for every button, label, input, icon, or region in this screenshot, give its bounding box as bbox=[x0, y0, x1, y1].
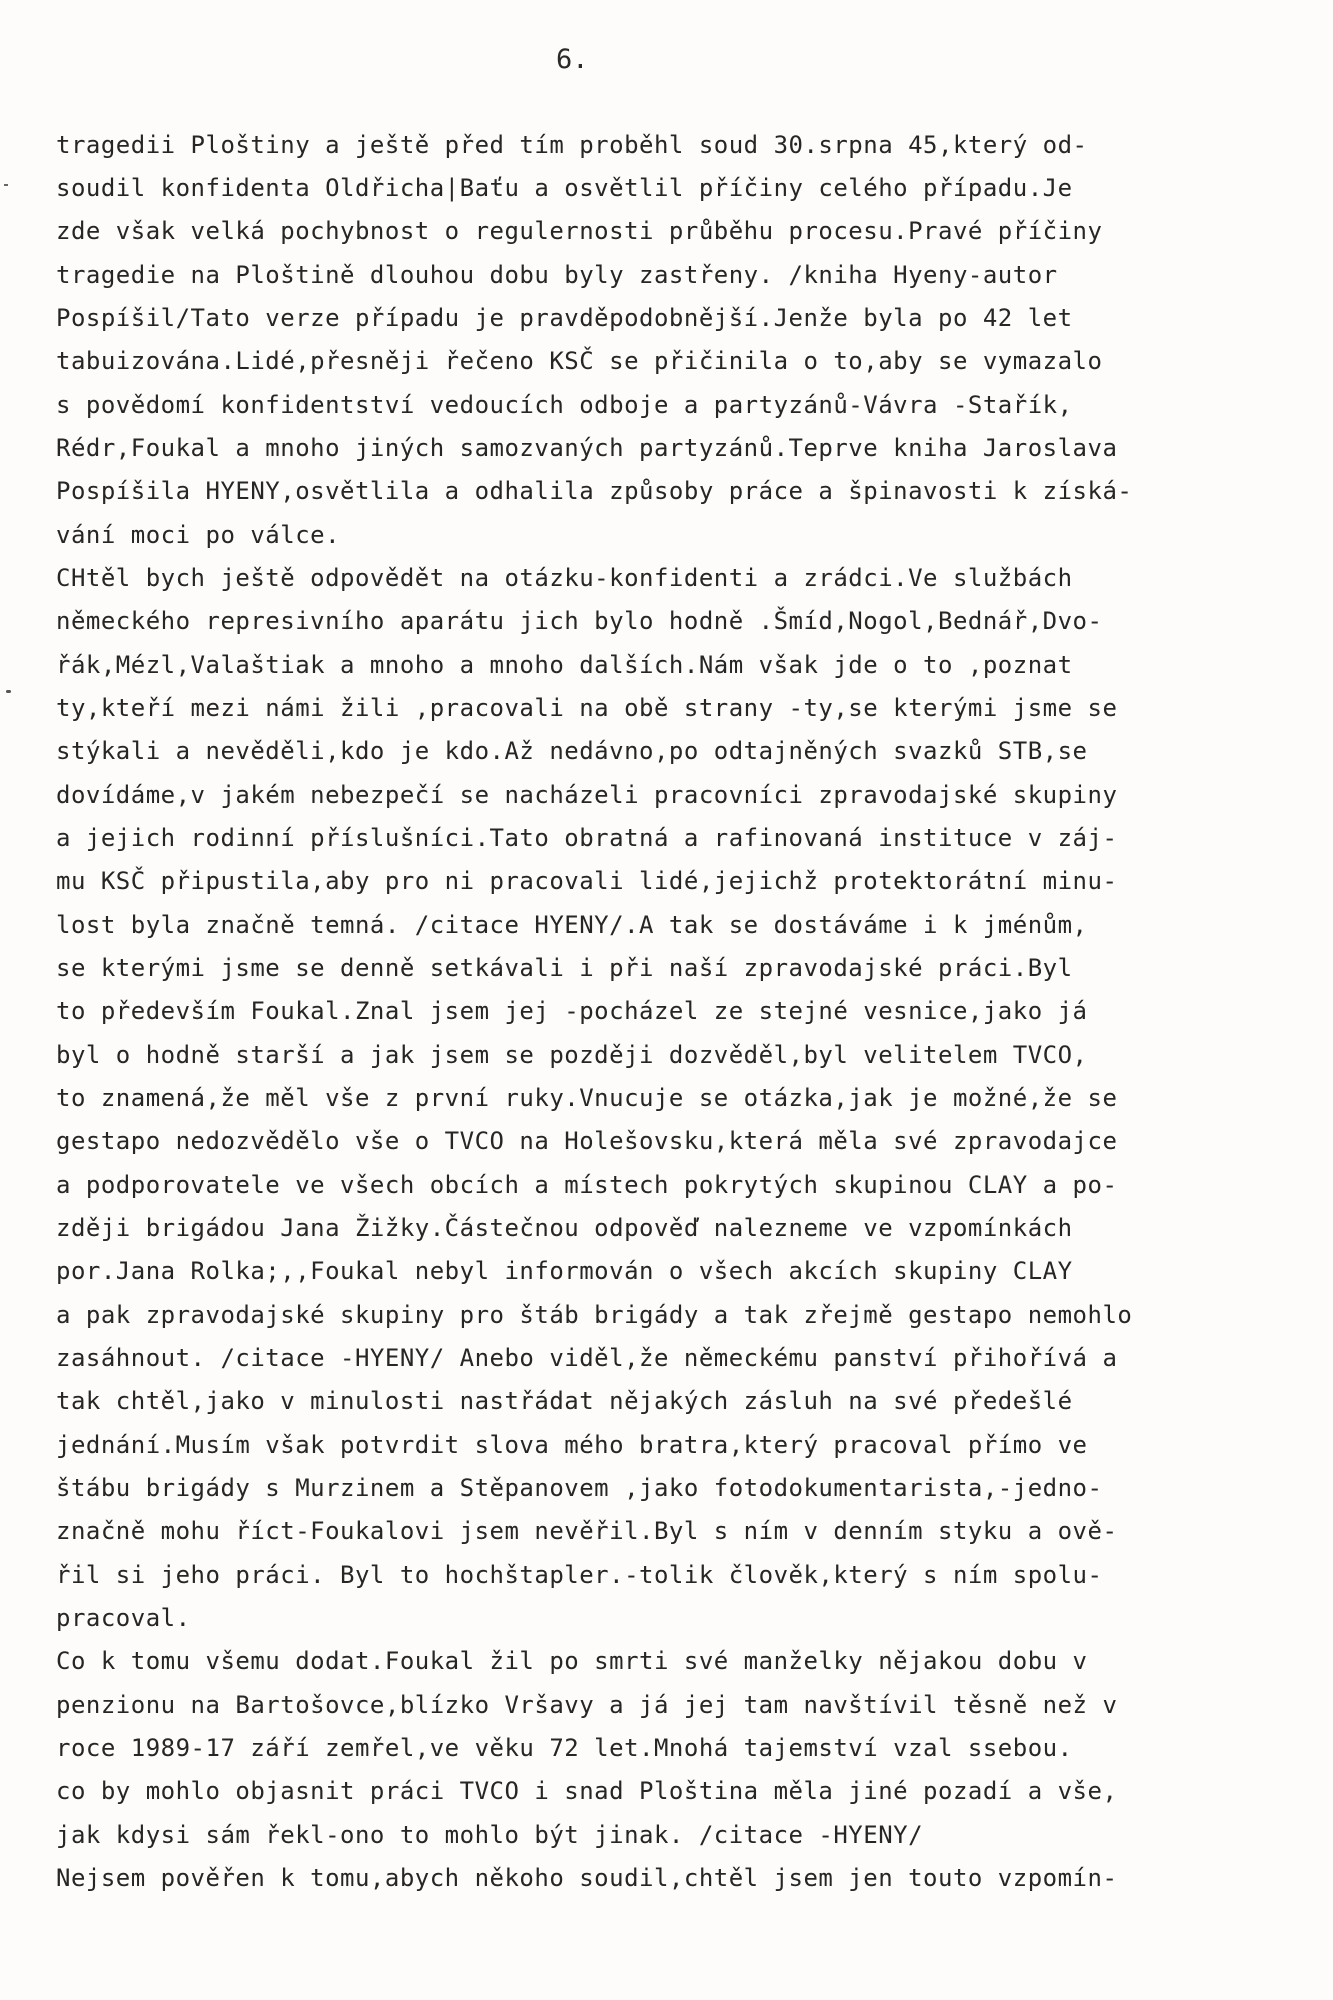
text-line: Pospíšil/Tato verze případu je pravděpodobnější.Jenže byla po 42 let bbox=[56, 304, 1073, 332]
page-number: 6. bbox=[556, 44, 589, 75]
margin-mark bbox=[6, 690, 11, 693]
text-line: CHtěl bych ještě odpovědět na otázku-konfidenti a zrádci.Ve službách bbox=[56, 564, 1073, 592]
text-line: tragedie na Ploštině dlouhou dobu byly zastřeny. /kniha Hyeny-autor bbox=[56, 261, 1058, 289]
text-line: gestapo nedozvědělo vše o TVCO na Holešovsku,která měla své zpravodajce bbox=[56, 1127, 1118, 1155]
text-line: stýkali a nevěděli,kdo je kdo.Až nedávno,po odtajněných svazků STB,se bbox=[56, 737, 1088, 765]
text-line: zasáhnout. /citace -HYENY/ Anebo viděl,že německému panství přihořívá a bbox=[56, 1344, 1118, 1372]
text-line: zději brigádou Jana Žižky.Částečnou odpověď nalezneme ve vzpomínkách bbox=[56, 1214, 1073, 1242]
text-line: řil si jeho práci. Byl to hochštapler.-tolik člověk,který s ním spolu- bbox=[56, 1561, 1103, 1589]
text-line: s povědomí konfidentství vedoucích odboje a partyzánů-Vávra -Stařík, bbox=[56, 391, 1073, 419]
text-line: ty,kteří mezi námi žili ,pracovali na obě strany -ty,se kterými jsme se bbox=[56, 694, 1118, 722]
text-line: Nejsem pověřen k tomu,abych někoho soudil,chtěl jsem jen touto vzpomín- bbox=[56, 1864, 1118, 1892]
text-line: Pospíšila HYENY,osvětlila a odhalila způsoby práce a špinavosti k získá- bbox=[56, 477, 1133, 505]
text-line: tragedii Ploštiny a ještě před tím proběhl soud 30.srpna 45,který od- bbox=[56, 131, 1088, 159]
text-line: soudil konfidenta Oldřicha|Baťu a osvětlil příčiny celého případu.Je bbox=[56, 174, 1073, 202]
text-line: por.Jana Rolka;,,Foukal nebyl informován o všech akcích skupiny CLAY bbox=[56, 1257, 1073, 1285]
text-line: jak kdysi sám řekl-ono to mohlo být jinak. /citace -HYENY/ bbox=[56, 1821, 924, 1849]
text-line: dovídáme,v jakém nebezpečí se nacházeli pracovníci zpravodajské skupiny bbox=[56, 781, 1118, 809]
text-line: značně mohu říct-Foukalovi jsem nevěřil.Byl s ním v denním styku a ově- bbox=[56, 1517, 1118, 1545]
text-line: se kterými jsme se denně setkávali i při naší zpravodajské práci.Byl bbox=[56, 954, 1073, 982]
text-line: jednání.Musím však potvrdit slova mého bratra,který pracoval přímo ve bbox=[56, 1431, 1088, 1459]
text-line: zde však velká pochybnost o regulernosti průběhu procesu.Pravé příčiny bbox=[56, 217, 1103, 245]
text-line: a pak zpravodajské skupiny pro štáb brigády a tak zřejmě gestapo nemohlo bbox=[56, 1301, 1133, 1329]
text-line: co by mohlo objasnit práci TVCO i snad Ploština měla jiné pozadí a vše, bbox=[56, 1777, 1118, 1805]
text-line: to především Foukal.Znal jsem jej -pocházel ze stejné vesnice,jako já bbox=[56, 997, 1088, 1025]
text-line: tak chtěl,jako v minulosti nastřádat nějakých zásluh na své předešlé bbox=[56, 1387, 1073, 1415]
text-line: tabuizována.Lidé,přesněji řečeno KSČ se přičinila o to,aby se vymazalo bbox=[56, 347, 1103, 375]
text-line: roce 1989-17 září zemřel,ve věku 72 let.Mnohá tajemství vzal ssebou. bbox=[56, 1734, 1073, 1762]
text-line: Co k tomu všemu dodat.Foukal žil po smrti své manželky nějakou dobu v bbox=[56, 1647, 1088, 1675]
text-line: vání moci po válce. bbox=[56, 521, 341, 549]
text-line: penzionu na Bartošovce,blízko Vršavy a já jej tam navštívil těsně než v bbox=[56, 1691, 1118, 1719]
text-line: mu KSČ připustila,aby pro ni pracovali lidé,jejichž protektorátní minu- bbox=[56, 867, 1118, 895]
text-line: Rédr,Foukal a mnoho jiných samozvaných partyzánů.Teprve kniha Jaroslava bbox=[56, 434, 1118, 462]
text-line: a jejich rodinní příslušníci.Tato obratná a rafinovaná instituce v záj- bbox=[56, 824, 1118, 852]
text-line: německého represivního aparátu jich bylo hodně .Šmíd,Nogol,Bednář,Dvo- bbox=[56, 607, 1103, 635]
text-line: lost byla značně temná. /citace HYENY/.A tak se dostáváme i k jménům, bbox=[56, 911, 1088, 939]
text-line: byl o hodně starší a jak jsem se později dozvěděl,byl velitelem TVCO, bbox=[56, 1041, 1088, 1069]
text-line: to znamená,že měl vše z první ruky.Vnucuje se otázka,jak je možné,že se bbox=[56, 1084, 1118, 1112]
text-line: řák,Mézl,Valaštiak a mnoho a mnoho dalších.Nám však jde o to ,poznat bbox=[56, 651, 1073, 679]
margin-mark bbox=[4, 184, 8, 186]
text-line: pracoval. bbox=[56, 1604, 191, 1632]
text-line: a podporovatele ve všech obcích a místech pokrytých skupinou CLAY a po- bbox=[56, 1171, 1118, 1199]
text-line: štábu brigády s Murzinem a Stěpanovem ,jako fotodokumentarista,-jedno- bbox=[56, 1474, 1103, 1502]
